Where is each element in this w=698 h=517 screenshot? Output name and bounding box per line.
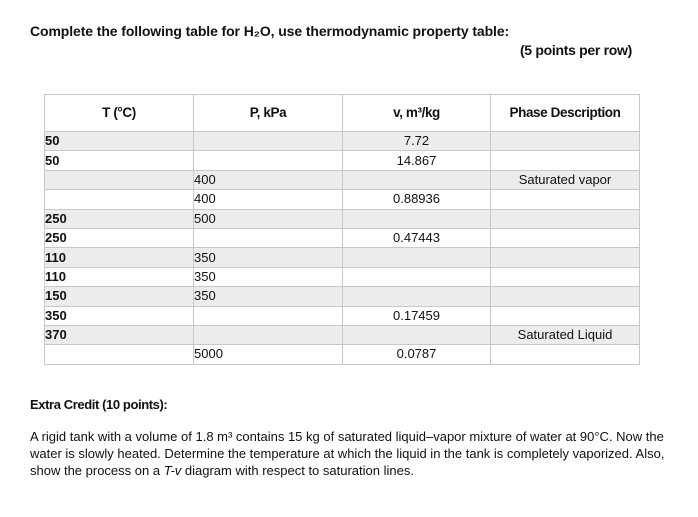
extra-credit-text-2: diagram with respect to saturation lines. [181, 463, 414, 478]
header-phase-description: Phase Description [491, 95, 640, 132]
cell-phase-description: Saturated vapor [491, 170, 640, 189]
cell-specific-volume [343, 170, 491, 189]
extra-credit-italic: T-v [163, 463, 182, 478]
table-row [45, 325, 640, 344]
cell-temperature: 50 [45, 151, 194, 170]
cell-pressure: 350 [194, 287, 343, 306]
table-row [45, 151, 640, 170]
table-row [45, 287, 640, 306]
cell-specific-volume: 14.867 [343, 151, 491, 170]
cell-temperature: 370 [45, 325, 194, 344]
cell-phase-description [491, 228, 640, 247]
cell-temperature: 110 [45, 267, 194, 286]
cell-pressure: 400 [194, 170, 343, 189]
table-header-row [45, 95, 640, 132]
cell-temperature: 350 [45, 306, 194, 325]
header-specific-volume: v, m³/kg [343, 95, 491, 132]
extra-credit-text-1: A rigid tank with a volume of 1.8 m³ contains 15 kg of saturated liquid–vapor mixture of water at 90°C. Now the water is slowly heated. Determine the temperature at which the liquid in the tank is completely vaporized. Also, show the process on a [30, 429, 665, 478]
table-row [45, 170, 640, 189]
cell-pressure [194, 325, 343, 344]
cell-phase-description [491, 190, 640, 209]
cell-specific-volume [343, 325, 491, 344]
cell-phase-description [491, 132, 640, 151]
cell-specific-volume: 0.47443 [343, 228, 491, 247]
cell-phase-description [491, 287, 640, 306]
cell-pressure: 400 [194, 190, 343, 209]
cell-specific-volume [343, 287, 491, 306]
table-row [45, 209, 640, 228]
cell-specific-volume [343, 248, 491, 267]
table-row [45, 190, 640, 209]
cell-pressure: 5000 [194, 345, 343, 364]
table-row [45, 267, 640, 286]
cell-phase-description [491, 209, 640, 228]
cell-pressure [194, 306, 343, 325]
cell-pressure: 350 [194, 267, 343, 286]
cell-temperature [45, 345, 194, 364]
table-row [45, 228, 640, 247]
cell-phase-description [491, 248, 640, 267]
cell-temperature: 50 [45, 132, 194, 151]
header-temperature: T (°C) [45, 95, 194, 132]
cell-pressure: 500 [194, 209, 343, 228]
extra-credit-title: Extra Credit (10 points): [30, 397, 168, 412]
table-row [45, 132, 640, 151]
cell-temperature [45, 190, 194, 209]
cell-temperature [45, 170, 194, 189]
cell-temperature: 250 [45, 228, 194, 247]
cell-specific-volume [343, 209, 491, 228]
cell-phase-description [491, 345, 640, 364]
cell-temperature: 250 [45, 209, 194, 228]
cell-phase-description [491, 151, 640, 170]
page-heading: Complete the following table for H₂O, use thermodynamic property table: [30, 23, 510, 39]
cell-specific-volume: 7.72 [343, 132, 491, 151]
table-row [45, 248, 640, 267]
cell-phase-description: Saturated Liquid [491, 325, 640, 344]
cell-phase-description [491, 267, 640, 286]
extra-credit-body [30, 428, 670, 479]
cell-pressure [194, 151, 343, 170]
cell-specific-volume: 0.88936 [343, 190, 491, 209]
cell-temperature: 110 [45, 248, 194, 267]
table-body [45, 132, 640, 365]
cell-phase-description [491, 306, 640, 325]
cell-specific-volume: 0.17459 [343, 306, 491, 325]
cell-pressure [194, 228, 343, 247]
points-note: (5 points per row) [519, 42, 632, 58]
cell-specific-volume [343, 267, 491, 286]
table-row [45, 345, 640, 364]
cell-pressure [194, 132, 343, 151]
property-table [44, 94, 640, 365]
cell-specific-volume: 0.0787 [343, 345, 491, 364]
header-pressure: P, kPa [194, 95, 343, 132]
cell-pressure: 350 [194, 248, 343, 267]
table-row [45, 306, 640, 325]
cell-temperature: 150 [45, 287, 194, 306]
